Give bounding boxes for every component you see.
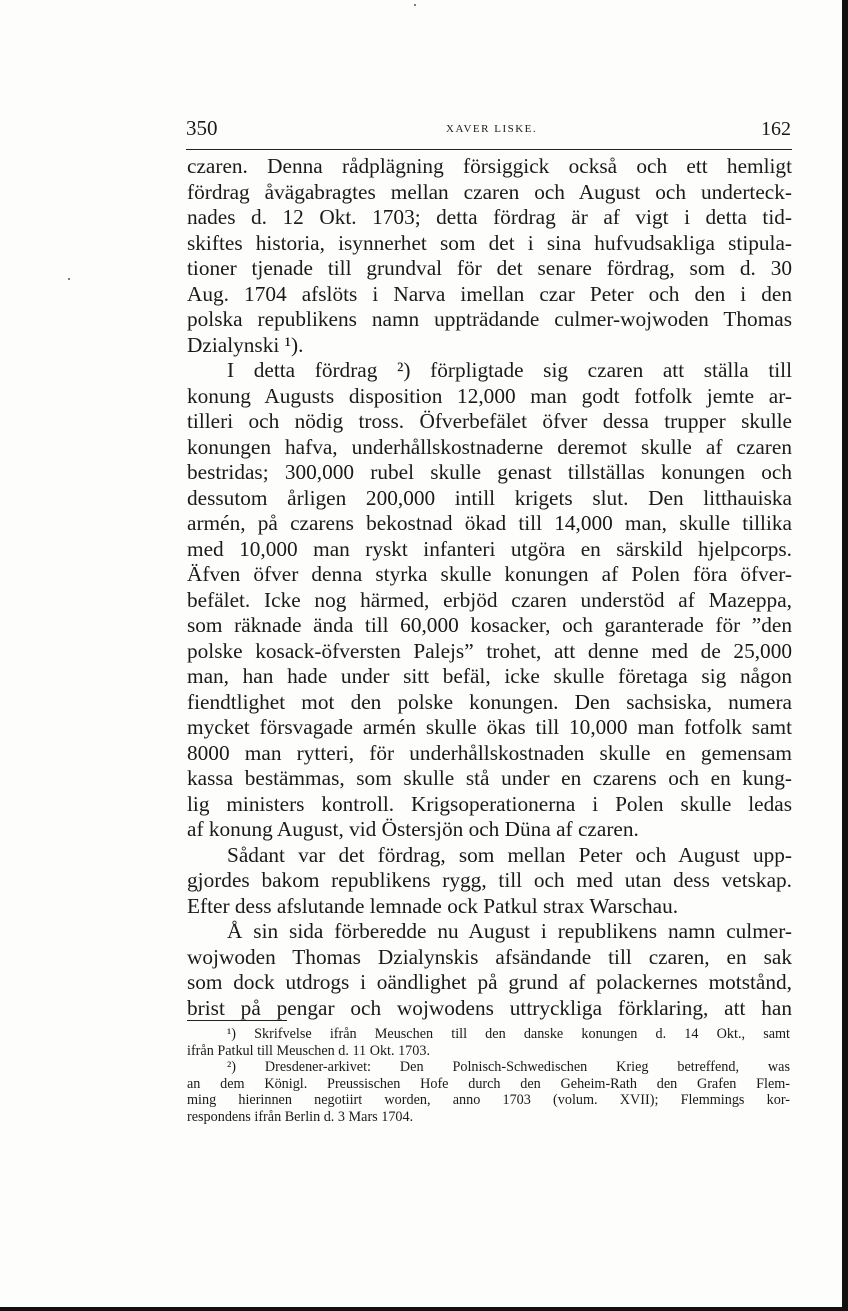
text-line: man, han hade under sitt befäl, icke skulle företaga sig någon [187, 664, 792, 688]
footnote-rule [187, 1020, 287, 1021]
scan-edge-right [842, 0, 848, 1311]
text-line: som räknade ända till 60,000 kosacker, och garanterade för ”den [187, 613, 792, 637]
text-line: fördrag åvägabragtes mellan czaren och August och underteck- [187, 179, 792, 204]
text-line: czaren. Denna rådplägning försiggick också och ett hemligt [187, 154, 792, 178]
text-line: skiftes historia, isynnerhet som det i sina hufvudsakliga stipula- [187, 230, 792, 255]
page-number-left: 350 [186, 116, 218, 140]
body-text [187, 154, 792, 1021]
text-line: Efter dess afslutande lemnade ock Patkul strax Warschau. [187, 893, 679, 918]
text-line: tioner tjenade till grundval för det senare fördrag, som d. 30 [187, 256, 792, 280]
text-line: konungen hafva, underhållskostnaderne deremot skulle af czaren [187, 434, 792, 459]
footnote-line: ¹) Skrifvelse ifrån Meuschen till den danske konungen d. 14 Okt., samt [227, 1026, 790, 1042]
footnotes [187, 1026, 790, 1125]
footnote-line: an dem Königl. Preussischen Hofe durch den Geheim-Rath den Grafen Flem- [187, 1075, 790, 1092]
footnote-line: ming hierinnen negotiirt worden, anno 1703 (volum. XVII); Flemmings kor- [187, 1092, 790, 1108]
text-line: kassa bestämmas, som skulle stå under en czarens och en kung- [187, 766, 792, 790]
text-line: lig ministers kontroll. Krigsoperationerna i Polen skulle ledas [187, 791, 792, 816]
text-line: wojwoden Thomas Dzialynskis afsändande till czaren, en sak [187, 944, 792, 969]
text-line: polske kosack-öfversten Palejs” trohet, att denne med de 25,000 [187, 638, 792, 663]
text-line: befälet. Icke nog härmed, erbjöd czaren understöd af Mazeppa, [187, 587, 792, 612]
text-line: konung Augusts disposition 12,000 man godt fotfolk jemte ar- [187, 383, 792, 408]
text-line: af konung August, vid Östersjön och Düna af czaren. [187, 817, 639, 841]
text-line: bestridas; 300,000 rubel skulle genast tillställas konungen och [187, 460, 792, 484]
text-line: gjordes bakom republikens rygg, till och med utan dess vetskap. [187, 868, 792, 892]
text-line: med 10,000 man ryskt infanteri utgöra en särskild hjelpcorps. [187, 536, 792, 561]
footnote-line: ²) Dresdener-arkivet: Den Polnisch-Schwedischen Krieg betreffend, was [227, 1059, 790, 1075]
footnote-line: respondens ifrån Berlin d. 3 Mars 1704. [187, 1108, 414, 1125]
text-line: Å sin sida förberedde nu August i republikens namn culmer- [227, 919, 792, 943]
text-line: mycket försvagade armén skulle ökas till 10,000 man fotfolk samt [187, 715, 792, 739]
footnote-line: ifrån Patkul till Meuschen d. 11 Okt. 1703. [187, 1042, 430, 1059]
text-line: Sådant var det fördrag, som mellan Peter och August upp- [227, 842, 792, 867]
scan-speck [68, 278, 70, 280]
page-header [186, 112, 791, 142]
text-line: Dzialynski ¹). [187, 332, 304, 357]
text-line: brist på pengar och wojwodens uttryckliga förklaring, att han [187, 995, 792, 1020]
header-rule [186, 149, 792, 150]
text-line: I detta fördrag ²) förpligtade sig czaren att ställa till [227, 358, 792, 382]
text-line: 8000 man rytteri, för underhållskostnaden skulle en gemensam [187, 740, 792, 765]
text-line: polska republikens namn uppträdande culmer-wojwoden Thomas [187, 307, 792, 331]
page-number-right: 162 [761, 118, 791, 140]
text-line: armén, på czarens bekostnad ökad till 14,000 man, skulle tillika [187, 511, 792, 535]
text-line: tilleri och nödig tross. Öfverbefälet öfver dessa trupper skulle [187, 409, 792, 433]
text-line: fiendtlighet mot den polske konungen. Den sachsiska, numera [187, 689, 792, 714]
text-line: dessutom årligen 200,000 intill krigets slut. Den litthauiska [187, 485, 792, 510]
text-line: Äfven öfver denna styrka skulle konungen af Polen föra öfver- [187, 562, 792, 586]
text-line: som dock utdrogs i oändlighet på grund af polackernes motstånd, [187, 970, 792, 994]
text-line: nades d. 12 Okt. 1703; detta fördrag är af vigt i detta tid- [187, 205, 792, 229]
scan-speck [414, 4, 416, 6]
scan-edge-bottom [0, 1307, 848, 1311]
running-head: XAVER LISKE. [446, 123, 538, 135]
text-line: Aug. 1704 afslöts i Narva imellan czar Peter och den i den [187, 281, 792, 306]
